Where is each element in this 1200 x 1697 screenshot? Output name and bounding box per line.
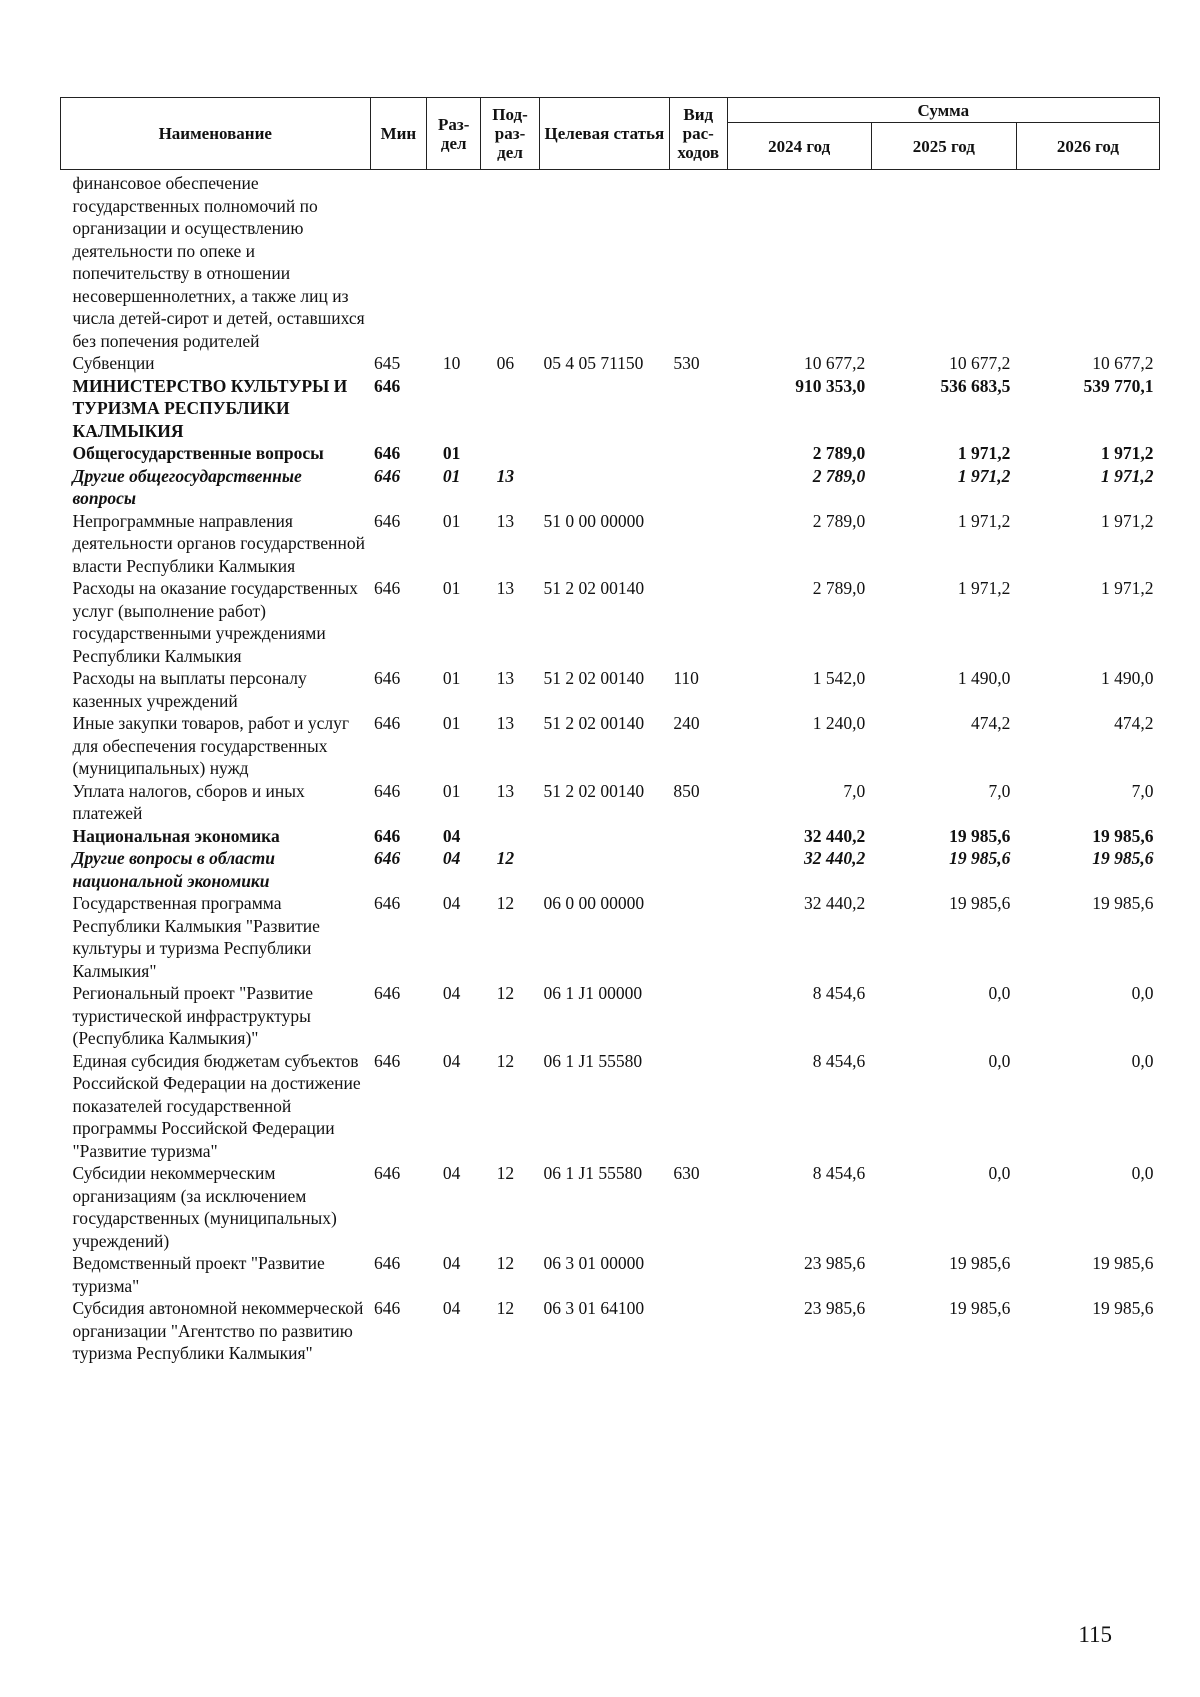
row-vid <box>669 510 727 578</box>
table-header <box>61 98 1160 170</box>
table-row <box>61 667 1160 712</box>
row-sum-2025: 0,0 <box>988 1163 1011 1183</box>
row-vid <box>669 375 727 443</box>
row-sum-2025: 19 985,6 <box>949 893 1011 913</box>
row-razdel <box>427 375 481 443</box>
row-sum-2024: 2 789,0 <box>812 465 866 486</box>
row-name: Национальная экономика <box>72 825 280 846</box>
row-name: Государственная программа Республики Калмыкия "Развитие культуры и туризма Республики Калмыкия" <box>72 893 320 981</box>
row-sum-2024: 8 454,6 <box>812 1050 866 1071</box>
row-podrazdel: 12 <box>496 983 515 1003</box>
row-razdel: 01 <box>442 465 461 486</box>
row-razdel: 04 <box>442 825 461 846</box>
row-podrazdel: 13 <box>496 465 515 486</box>
row-sum-2024: 7,0 <box>843 780 866 801</box>
row-celevaya: 06 1 J1 55580 <box>543 1050 643 1071</box>
row-sum-2024: 1 240,0 <box>812 713 866 733</box>
row-sum-2026: 0,0 <box>1131 1050 1154 1071</box>
row-sum-2024: 8 454,6 <box>812 1163 866 1183</box>
table-body <box>61 170 1160 1365</box>
row-vid: 110 <box>673 668 699 688</box>
row-vid: 630 <box>673 1163 700 1183</box>
row-sum-2025: 1 971,2 <box>957 578 1011 598</box>
row-vid <box>669 1297 727 1365</box>
table-row <box>61 1252 1160 1297</box>
row-podrazdel: 12 <box>496 1050 515 1071</box>
row-celevaya: 05 4 05 71150 <box>543 353 644 373</box>
header-year-2026: 2026 год <box>1016 123 1159 170</box>
row-name: Непрограммные направления деятельности органов государственной власти Республики Калмыкия <box>72 510 365 576</box>
row-sum-2026: 19 985,6 <box>1092 1253 1154 1273</box>
row-sum-2025: 19 985,6 <box>949 848 1011 868</box>
row-sum-2026: 1 971,2 <box>1101 578 1154 598</box>
row-podrazdel: 12 <box>496 893 515 913</box>
row-razdel: 04 <box>442 893 461 913</box>
header-vid: Вид рас-ходов <box>669 98 727 170</box>
row-sum-2025: 0,0 <box>988 1050 1011 1071</box>
row-sum-2025: 7,0 <box>988 780 1011 801</box>
row-min: 646 <box>374 713 401 733</box>
row-vid: 240 <box>673 713 700 733</box>
row-podrazdel <box>481 442 540 465</box>
table-row <box>61 847 1160 892</box>
row-sum-2024: 23 985,6 <box>803 1253 866 1273</box>
row-sum-2025: 1 971,2 <box>957 443 1011 463</box>
row-name: Единая субсидия бюджетам субъектов Российской Федерации на достижение показателей государственной программы Российской Федерации "Развитие туризма" <box>72 1050 361 1161</box>
row-sum-2024: 10 677,2 <box>803 353 866 373</box>
row-min: 646 <box>374 1298 401 1318</box>
row-celevaya: 06 0 00 00000 <box>543 893 645 913</box>
row-name: Общегосударственные вопросы <box>72 443 324 463</box>
row-podrazdel: 06 <box>496 353 515 373</box>
row-sum-2026: 19 985,6 <box>1092 848 1154 868</box>
table-row <box>61 465 1160 510</box>
row-vid <box>669 442 727 465</box>
row-razdel: 01 <box>442 713 461 733</box>
row-vid <box>669 170 727 353</box>
row-sum-2025: 19 985,6 <box>949 1298 1011 1318</box>
row-min: 646 <box>374 983 401 1003</box>
table-row <box>61 375 1160 443</box>
table-row <box>61 170 1160 353</box>
row-celevaya: 51 2 02 00140 <box>543 780 645 801</box>
row-sum-2025: 1 971,2 <box>957 465 1011 486</box>
row-podrazdel: 13 <box>496 510 515 531</box>
row-name: Расходы на оказание государственных услуг (выполнение работ) государственными учреждениями Республики Калмыкия <box>72 578 358 666</box>
row-podrazdel: 13 <box>496 713 515 733</box>
row-min: 646 <box>374 375 401 396</box>
row-vid <box>669 1252 727 1297</box>
row-sum-2025 <box>871 170 1016 353</box>
row-name: Региональный проект "Развитие туристической инфраструктуры (Республика Калмыкия)" <box>72 983 314 1048</box>
row-sum-2024: 2 789,0 <box>812 443 866 463</box>
row-razdel: 10 <box>442 353 461 373</box>
row-celevaya: 51 2 02 00140 <box>543 713 645 733</box>
row-vid <box>669 577 727 667</box>
row-sum-2025: 19 985,6 <box>949 1253 1011 1273</box>
header-razdel: Раз-дел <box>427 98 481 170</box>
row-sum-2024: 32 440,2 <box>803 848 866 868</box>
row-celevaya: 06 1 J1 00000 <box>543 983 643 1003</box>
row-razdel: 01 <box>442 780 461 801</box>
row-podrazdel: 13 <box>496 578 515 598</box>
row-podrazdel: 12 <box>496 1253 515 1273</box>
row-vid <box>669 982 727 1050</box>
row-name: Уплата налогов, сборов и иных платежей <box>72 780 305 823</box>
row-sum-2026 <box>1016 170 1159 353</box>
row-name: МИНИСТЕРСТВО КУЛЬТУРЫ И ТУРИЗМА РЕСПУБЛИКИ КАЛМЫКИЯ <box>72 375 348 441</box>
row-celevaya <box>539 465 669 510</box>
row-podrazdel <box>481 825 540 848</box>
table-row <box>61 510 1160 578</box>
row-sum-2026: 539 770,1 <box>1083 375 1154 396</box>
row-sum-2026: 19 985,6 <box>1092 893 1154 913</box>
row-sum-2025: 1 490,0 <box>957 668 1011 688</box>
row-sum-2026: 1 971,2 <box>1101 443 1154 463</box>
row-vid: 530 <box>673 353 700 373</box>
table-row <box>61 1297 1160 1365</box>
row-sum-2026: 1 971,2 <box>1101 465 1154 486</box>
table-row <box>61 577 1160 667</box>
row-razdel: 04 <box>442 983 461 1003</box>
row-min: 646 <box>374 443 401 463</box>
row-min: 646 <box>374 1253 401 1273</box>
row-sum-2025: 19 985,6 <box>949 825 1011 846</box>
row-celevaya <box>539 170 669 353</box>
row-razdel: 01 <box>442 510 461 531</box>
row-sum-2026: 474,2 <box>1114 713 1154 733</box>
table-row <box>61 1162 1160 1252</box>
row-sum-2026: 19 985,6 <box>1092 825 1154 846</box>
row-razdel: 01 <box>442 668 461 688</box>
row-razdel: 04 <box>442 1163 461 1183</box>
row-celevaya <box>539 825 669 848</box>
row-sum-2026: 1 971,2 <box>1101 510 1154 531</box>
row-name: Субвенции <box>72 353 155 373</box>
row-podrazdel: 13 <box>496 668 515 688</box>
table-row <box>61 982 1160 1050</box>
budget-table <box>60 97 1160 1365</box>
row-name: Другие общегосударственные вопросы <box>72 465 302 508</box>
row-vid <box>669 892 727 982</box>
row-sum-2025: 536 683,5 <box>940 375 1011 396</box>
header-name: Наименование <box>61 98 371 170</box>
header-year-2025: 2025 год <box>871 123 1016 170</box>
row-razdel <box>427 170 481 353</box>
row-celevaya: 06 3 01 00000 <box>543 1253 645 1273</box>
row-sum-2026: 0,0 <box>1131 983 1154 1003</box>
row-min: 646 <box>374 465 401 486</box>
row-vid <box>669 825 727 848</box>
row-vid: 850 <box>673 780 700 801</box>
row-min: 646 <box>374 848 401 868</box>
row-podrazdel: 12 <box>496 1298 515 1318</box>
row-sum-2024: 8 454,6 <box>812 983 866 1003</box>
row-sum-2026: 0,0 <box>1131 1163 1154 1183</box>
row-min: 645 <box>374 353 401 373</box>
row-min: 646 <box>374 893 401 913</box>
table-row <box>61 1050 1160 1163</box>
table-row <box>61 712 1160 780</box>
row-razdel: 04 <box>442 848 461 868</box>
row-name: финансовое обеспечение государственных полномочий по организации и осуществлению деятельности по опеке и попечительству в отношении несовершеннолетних, а также лиц из числа детей-сирот и детей, оставшихся без попечения родителей <box>72 173 365 351</box>
row-min: 646 <box>374 1050 401 1071</box>
row-name: Ведомственный проект "Развитие туризма" <box>72 1253 325 1296</box>
row-sum-2024: 32 440,2 <box>803 825 866 846</box>
row-celevaya <box>539 375 669 443</box>
row-razdel: 04 <box>442 1253 461 1273</box>
row-sum-2026: 1 490,0 <box>1101 668 1154 688</box>
row-min: 646 <box>374 1163 401 1183</box>
row-celevaya: 51 0 00 00000 <box>543 510 645 531</box>
row-celevaya: 51 2 02 00140 <box>543 578 645 598</box>
row-sum-2026: 19 985,6 <box>1092 1298 1154 1318</box>
row-sum-2024: 23 985,6 <box>803 1298 866 1318</box>
row-celevaya <box>539 442 669 465</box>
row-min <box>370 170 427 353</box>
row-name: Расходы на выплаты персоналу казенных учреждений <box>72 668 307 711</box>
row-vid <box>669 1050 727 1163</box>
row-sum-2024: 1 542,0 <box>812 668 866 688</box>
row-name: Другие вопросы в области национальной экономики <box>72 848 276 891</box>
row-min: 646 <box>374 780 401 801</box>
row-podrazdel <box>481 170 540 353</box>
row-sum-2024: 910 353,0 <box>795 375 866 396</box>
row-vid <box>669 847 727 892</box>
row-name: Субсидия автономной некоммерческой организации "Агентство по развитию туризма Республики Калмыкия" <box>72 1298 364 1363</box>
row-podrazdel: 13 <box>496 780 515 801</box>
row-podrazdel: 12 <box>496 1163 515 1183</box>
row-podrazdel <box>481 375 540 443</box>
row-sum-2025: 10 677,2 <box>949 353 1011 373</box>
row-razdel: 01 <box>442 443 461 463</box>
row-sum-2024 <box>727 170 871 353</box>
row-name: Иные закупки товаров, работ и услуг для обеспечения государственных (муниципальных) нужд <box>72 713 350 778</box>
header-celevaya: Целевая статья <box>539 98 669 170</box>
row-min: 646 <box>374 578 401 598</box>
row-sum-2024: 32 440,2 <box>803 893 866 913</box>
row-razdel: 04 <box>442 1050 461 1071</box>
row-podrazdel: 12 <box>496 848 515 868</box>
row-sum-2024: 2 789,0 <box>812 578 866 598</box>
row-celevaya: 06 3 01 64100 <box>543 1298 645 1318</box>
row-sum-2025: 474,2 <box>970 713 1011 733</box>
row-celevaya: 51 2 02 00140 <box>543 668 645 688</box>
row-min: 646 <box>374 668 401 688</box>
row-razdel: 01 <box>442 578 461 598</box>
header-podrazdel: Под-раз-дел <box>481 98 540 170</box>
row-min: 646 <box>374 510 401 531</box>
row-celevaya <box>539 847 669 892</box>
table-row <box>61 352 1160 375</box>
header-min: Мин <box>370 98 427 170</box>
row-celevaya: 06 1 J1 55580 <box>543 1163 643 1183</box>
header-year-2024: 2024 год <box>727 123 871 170</box>
table-row <box>61 780 1160 825</box>
row-sum-2026: 7,0 <box>1131 780 1154 801</box>
row-min: 646 <box>374 825 401 846</box>
table-row <box>61 892 1160 982</box>
table-row <box>61 825 1160 848</box>
table-row <box>61 442 1160 465</box>
page-number: 115 <box>1078 1622 1112 1647</box>
row-name: Субсидии некоммерческим организациям (за исключением государственных (муниципальных) учреждений) <box>72 1163 337 1251</box>
row-razdel: 04 <box>442 1298 461 1318</box>
row-sum-2025: 0,0 <box>988 983 1011 1003</box>
header-summa: Сумма <box>727 98 1159 123</box>
row-vid <box>669 465 727 510</box>
row-sum-2025: 1 971,2 <box>957 510 1011 531</box>
row-sum-2024: 2 789,0 <box>812 510 866 531</box>
row-sum-2026: 10 677,2 <box>1092 353 1154 373</box>
